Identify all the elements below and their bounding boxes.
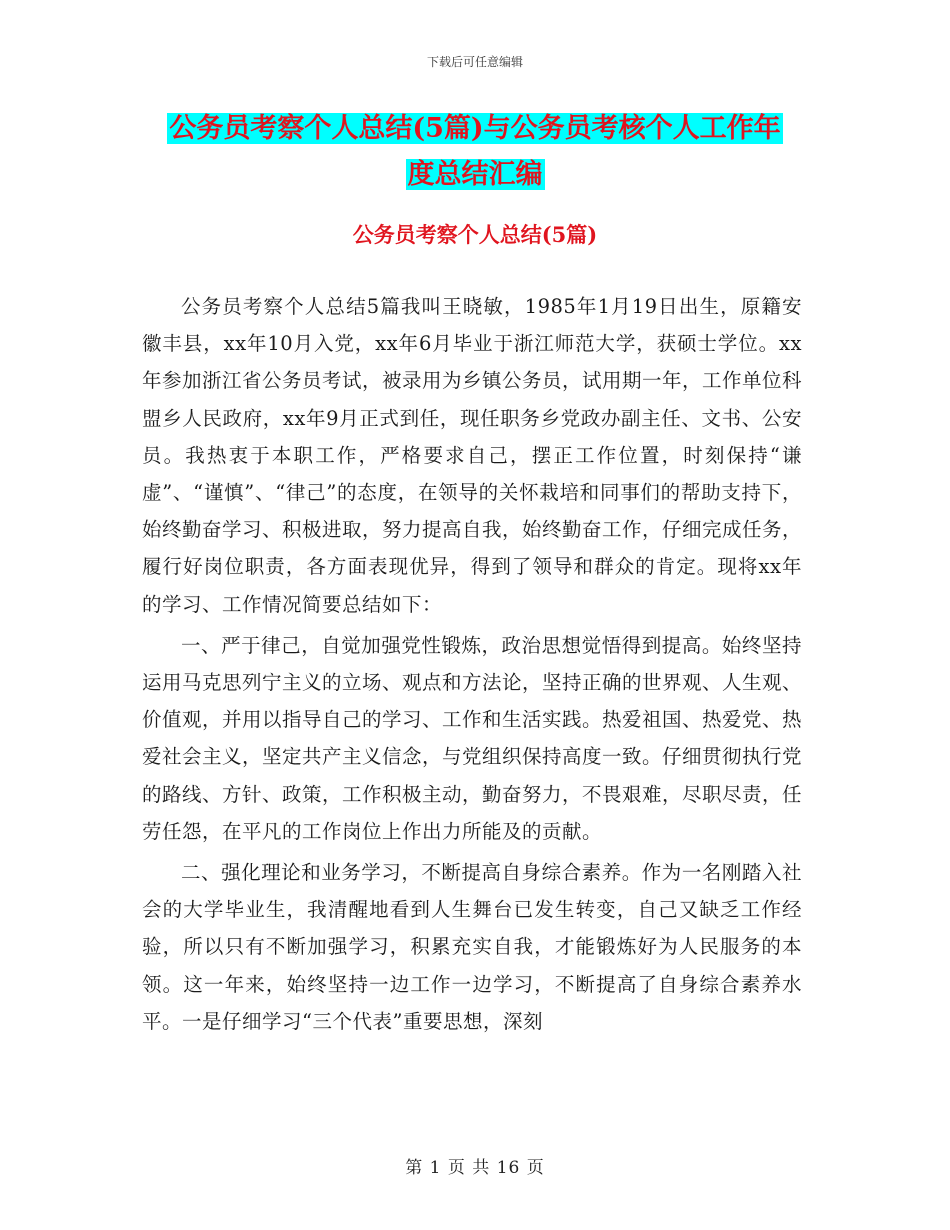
page-footer: 第 1 页 共 16 页: [405, 1158, 545, 1178]
document-title-line-1: [140, 106, 810, 152]
section-title: 公务员考察个人总结(5篇): [352, 222, 598, 247]
header-note: 下载后可任意编辑: [426, 55, 523, 69]
paragraph-two: 二、强化理论和业务学习，不断提高自身综合素养。作为一名刚踏入社会的大学毕业生，我清醒地看到人生舞台已发生转变，自己又缺乏工作经验，所以只有不断加强学习，积累充实自我，才能锻炼好为人民服务的本领。这一年来，始终坚持一边工作一边学习，不断提高了自身综合素养水平。一是仔细学习“三个代表”重要思想，深刻: [142, 861, 802, 1033]
document-title-line-2: [140, 152, 810, 198]
paragraph-intro: 公务员考察个人总结5篇我叫王晓敏，1985年1月19日出生，原籍安徽丰县，xx年10月入党，xx年6月毕业于浙江师范大学，获硕士学位。xx年参加浙江省公务员考试，被录用为乡镇公务员，试用期一年，工作单位科盟乡人民政府，xx年9月正式到任，现任职务乡党政办副主任、文书、公安员。我热衷于本职工作，严格要求自己，摆正工作位置，时刻保持“谦虚”、“谨慎”、“律己”的态度，在领导的关怀栽培和同事们的帮助支持下，始终勤奋学习、积极进取，努力提高自我，始终勤奋工作，仔细完成任务，履行好岗位职责，各方面表现优异，得到了领导和群众的肯定。现将xx年的学习、工作情况简要总结如下：: [142, 295, 803, 616]
title-highlight-2: 度总结汇编: [407, 159, 543, 190]
body-text: [142, 288, 802, 1044]
title-highlight-1: 公务员考察个人总结(5篇)与公务员考核个人工作年: [169, 113, 781, 144]
paragraph-one: 一、严于律己，自觉加强党性锻炼，政治思想觉悟得到提高。始终坚持运用马克思列宁主义的立场、观点和方法论，坚持正确的世界观、人生观、价值观，并用以指导自己的学习、工作和生活实践。热爱祖国、热爱党、热爱社会主义，坚定共产主义信念，与党组织保持高度一致。仔细贯彻执行党的路线、方针、政策，工作积极主动，勤奋努力，不畏艰难，尽职尽责，任劳任怨，在平凡的工作岗位上作出力所能及的贡献。: [142, 633, 803, 843]
